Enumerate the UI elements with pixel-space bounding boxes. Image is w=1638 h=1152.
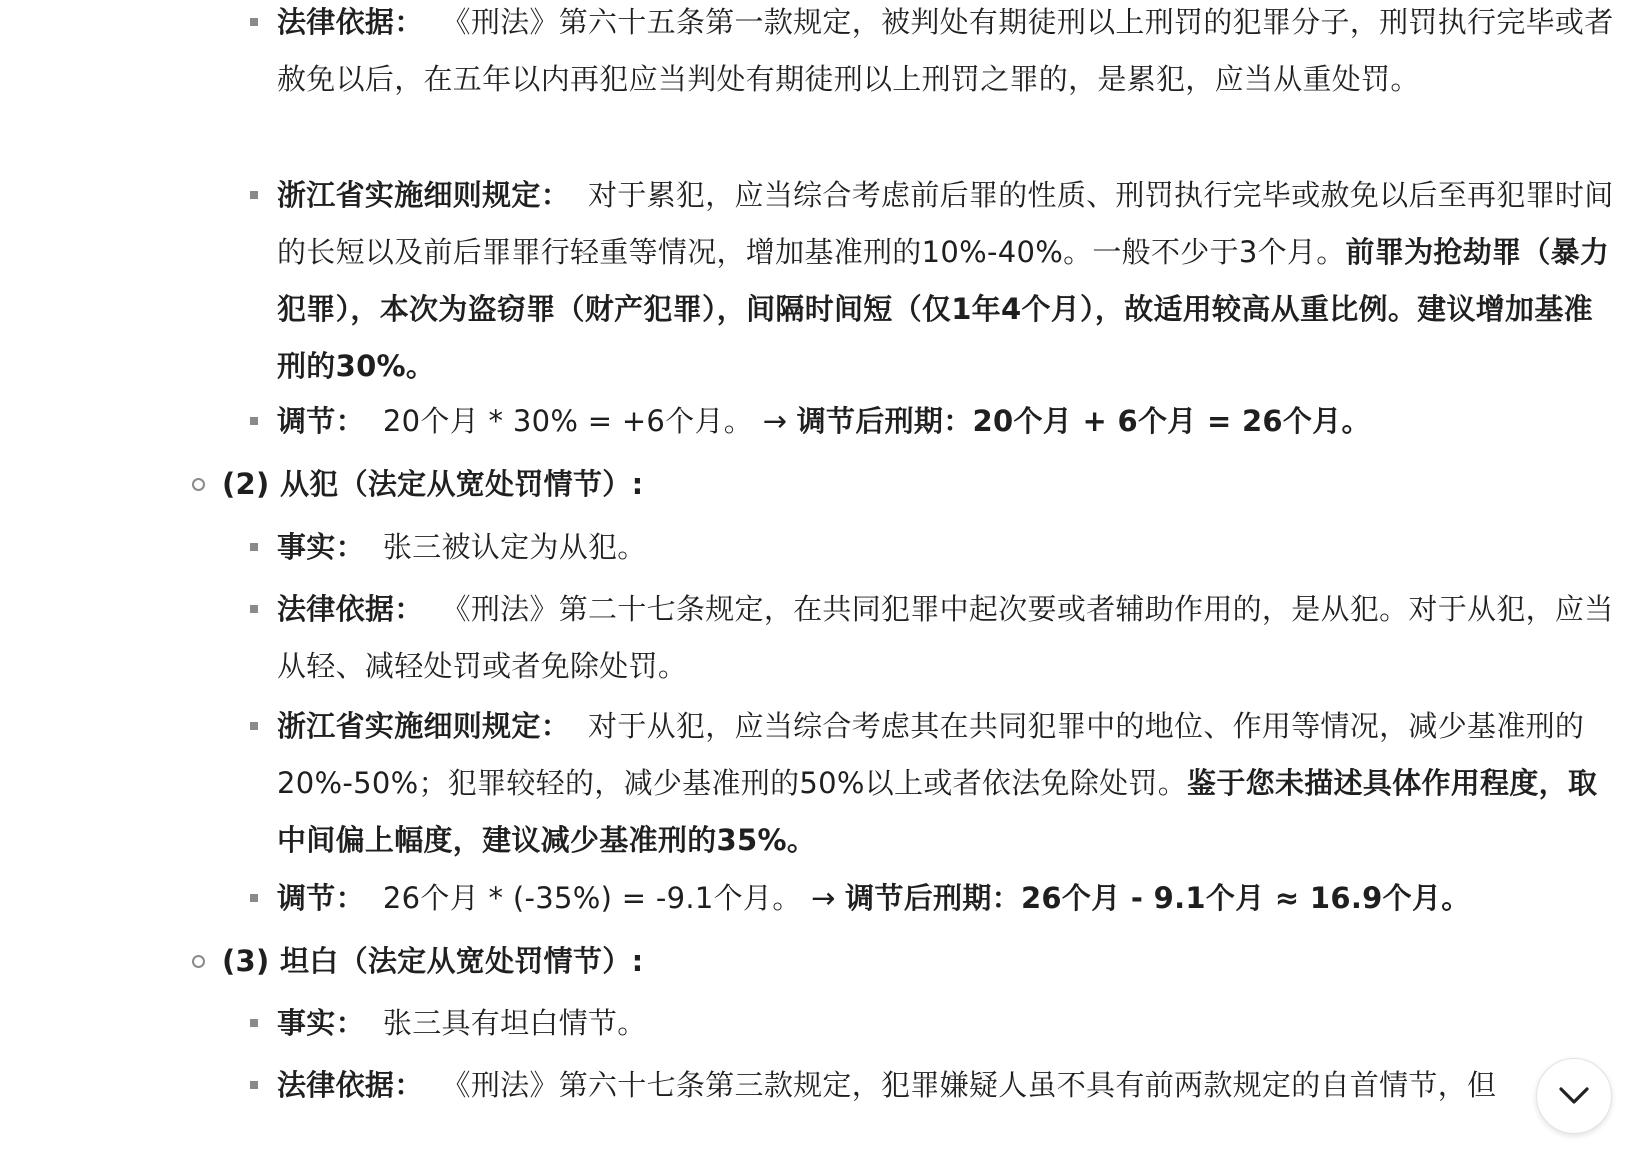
item-label: 法律依据： [277,5,424,39]
item-text: 《刑法》第二十七条规定，在共同犯罪中起次要或者辅助作用的，是从犯。对于从犯，应当从轻、减轻处罚或者免除处罚。 [277,592,1614,683]
chevron-down-icon [1558,1086,1590,1106]
item-label: 浙江省实施细则规定： [277,709,571,743]
list-item [277,581,1617,695]
list-item [277,995,1617,1052]
list-bullet [250,417,258,425]
item-text: 对于累犯，应当综合考虑前后罪的性质、刑罚执行完毕或赦免以后至再犯罪时间的长短以及前后罪罪行轻重等情况，增加基准刑的10%-40%。一般不少于3个月。 [277,178,1614,269]
item-bold-text: 前罪为抢劫罪（暴力犯罪），本次为盗窃罪（财产犯罪），间隔时间短（仅1年4个月），故适用较高从重比例。建议增加基准刑的30%。 [277,235,1610,383]
list-item [277,393,1617,450]
item-label: 法律依据： [277,1068,424,1102]
scroll-to-bottom-button[interactable] [1536,1058,1612,1134]
list-bullet [250,894,258,902]
list-item [277,698,1617,869]
list-bullet-circle [192,478,205,491]
item-text: 张三被认定为从犯。 [382,530,647,564]
list-bullet [250,1081,258,1089]
item-bold-text: 鉴于您未描述具体作用程度，取中间偏上幅度，建议减少基准刑的35%。 [277,766,1598,857]
item-label: 事实： [277,1006,365,1040]
item-label: 法律依据： [277,592,424,626]
item-text: 对于从犯，应当综合考虑其在共同犯罪中的地位、作用等情况，减少基准刑的20%-50%；犯罪较轻的，减少基准刑的50%以上或者依法免除处罚。 [277,709,1585,800]
item-bold-text: 调节后刑期：20个月 + 6个月 = 26个月。 [796,404,1371,438]
item-label: 浙江省实施细则规定： [277,178,571,212]
section-heading [222,456,1602,513]
item-text: 26个月 * (-35%) = -9.1个月。 → [382,881,846,915]
list-item [277,870,1617,927]
item-label: 调节： [277,881,365,915]
list-bullet-circle [192,955,205,968]
list-bullet [250,722,258,730]
list-bullet [250,543,258,551]
list-bullet [250,18,258,26]
section-heading [222,933,1602,990]
list-item [277,519,1617,576]
item-bold-text: 调节后刑期：26个月 - 9.1个月 ≈ 16.9个月。 [845,881,1471,915]
item-text: 张三具有坦白情节。 [382,1006,647,1040]
section-title: (2) 从犯（法定从宽处罚情节）: [222,467,644,501]
item-label: 事实： [277,530,365,564]
list-item [277,1057,1617,1114]
list-bullet [250,191,258,199]
list-item [277,0,1617,108]
list-item [277,167,1617,395]
item-text: 《刑法》第六十七条第三款规定，犯罪嫌疑人虽不具有前两款规定的自首情节，但 [441,1068,1497,1102]
item-text: 《刑法》第六十五条第一款规定，被判处有期徒刑以上刑罚的犯罪分子，刑罚执行完毕或者赦免以后，在五年以内再犯应当判处有期徒刑以上刑罚之罪的，是累犯，应当从重处罚。 [277,5,1614,96]
list-bullet [250,1019,258,1027]
item-text: 20个月 * 30% = +6个月。 → [382,404,797,438]
section-title: (3) 坦白（法定从宽处罚情节）: [222,944,644,978]
item-label: 调节： [277,404,365,438]
list-bullet [250,605,258,613]
